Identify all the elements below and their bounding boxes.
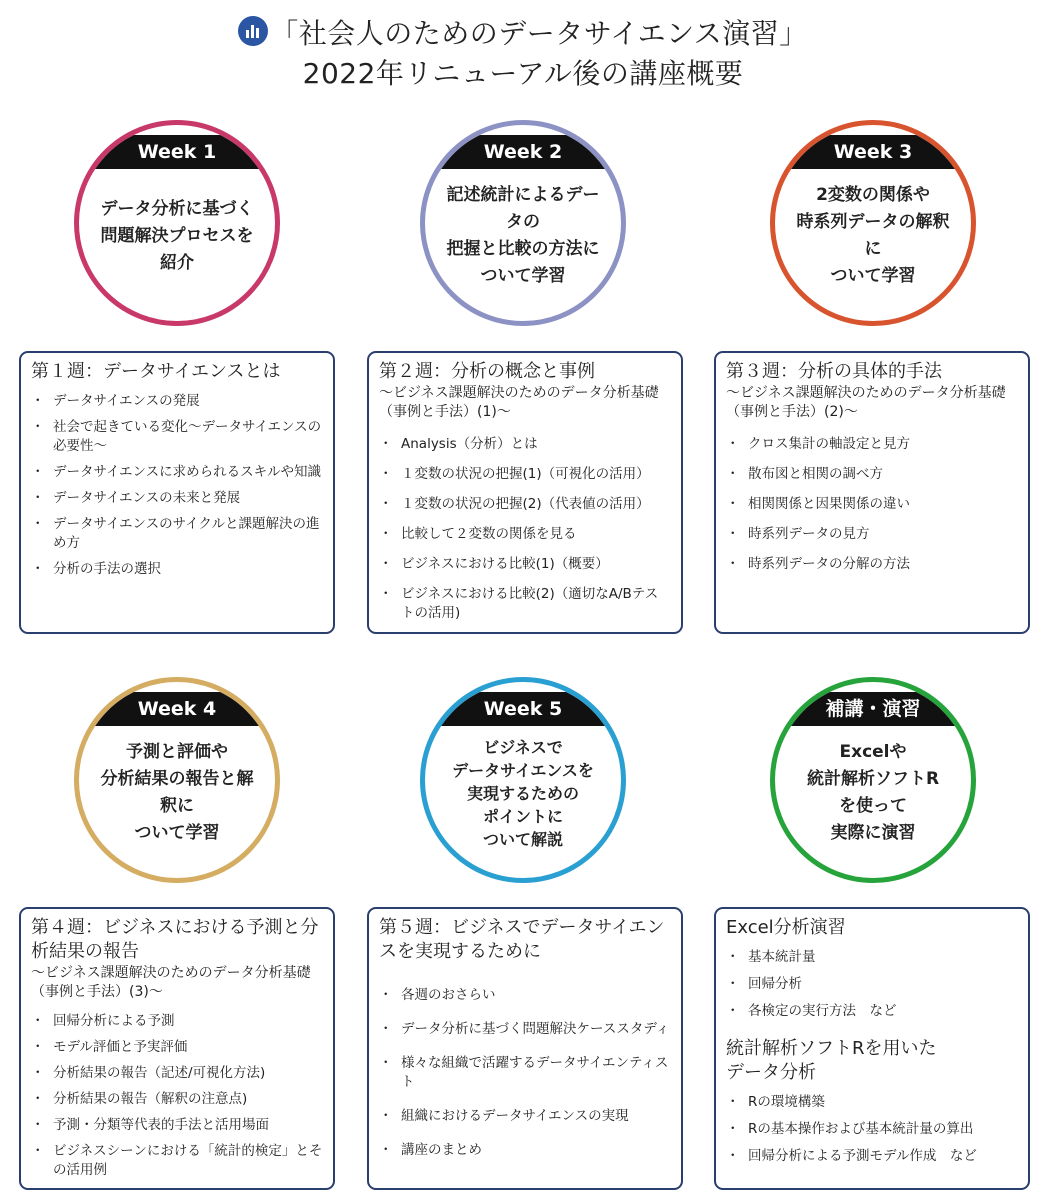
list-item: ・ 基本統計量: [726, 948, 1018, 967]
week-3-circle: [770, 120, 976, 326]
list-item: ・ １変数の状況の把握(2)（代表値の活用）: [379, 495, 671, 514]
list-item: ・ 時系列データの見方: [726, 525, 1018, 544]
week-1-label: Week 1: [79, 135, 275, 169]
list-item: ・ 様々な組織で活躍するデータサイエンティスト: [379, 1054, 671, 1092]
list-item: ・ 相関関係と因果関係の違い: [726, 495, 1018, 514]
week-5-label: Week 5: [425, 692, 621, 726]
week-3-heading: 第３週：分析の具体的手法: [726, 361, 942, 382]
list-item: ・ 分析結果の報告（解釈の注意点): [31, 1090, 323, 1109]
week-3-box: [714, 351, 1030, 634]
week-1-summary: データ分析に基づく 問題解決プロセスを紹介: [100, 198, 254, 273]
week-5-circle: [420, 677, 626, 883]
list-item: ・ クロス集計の軸設定と見方: [726, 435, 1018, 454]
list-item: ・ 講座のまとめ: [379, 1141, 671, 1160]
list-item: ・ １変数の状況の把握(1)（可視化の活用）: [379, 465, 671, 484]
list-item: ・ データサイエンスの発展: [31, 392, 323, 411]
list-item: ・ モデル評価と予実評価: [31, 1038, 323, 1057]
list-item: ・ 組織におけるデータサイエンスの実現: [379, 1107, 671, 1126]
week-2-label: Week 2: [425, 135, 621, 169]
week-4-heading: 第４週：ビジネスにおける予測と分析結果の報告: [31, 917, 319, 962]
list-item: ・ データ分析に基づく問題解決ケーススタディ: [379, 1020, 671, 1039]
week-4-label: Week 4: [79, 692, 275, 726]
bar-chart-icon: [238, 16, 268, 46]
week-5-box: [367, 907, 683, 1190]
week-1-circle: [74, 120, 280, 326]
list-item: ・ Analysis（分析）とは: [379, 435, 671, 454]
list-item: ・ 時系列データの分解の方法: [726, 555, 1018, 574]
week-3-summary: 2変数の関係や 時系列データの解釈に ついて学習: [796, 185, 950, 286]
list-item: ・ 回帰分析による予測モデル作成 など: [726, 1147, 1018, 1166]
list-item: ・ データサイエンスのサイクルと課題解決の進め方: [31, 515, 323, 553]
list-item: ・ データサイエンスに求められるスキルや知識: [31, 463, 323, 482]
supplement-label: 補講・演習: [775, 692, 971, 726]
supplement-summary: Excelや 統計解析ソフトR を使って 実際に演習: [806, 742, 940, 843]
list-item: ・ Rの基本操作および基本統計量の算出: [726, 1120, 1018, 1139]
list-item: ・ 分析結果の報告（記述/可視化方法): [31, 1064, 323, 1083]
week-5-summary: ビジネスで データサイエンスを 実現するための ポイントに ついて解説: [452, 737, 594, 849]
week-2-box: [367, 351, 683, 634]
week-4-box: [19, 907, 335, 1190]
week-4-summary: 予測と評価や 分析結果の報告と解釈に ついて学習: [100, 742, 254, 843]
page-title: [0, 14, 1046, 94]
week-3-label: Week 3: [775, 135, 971, 169]
list-item: ・ 回帰分析: [726, 975, 1018, 994]
week-5-heading: 第５週：ビジネスでデータサイエンスを実現するために: [379, 917, 665, 962]
title-line-1: 「社会人のためのデータサイエンス演習」: [270, 17, 808, 50]
list-item: ・ データサイエンスの未来と発展: [31, 489, 323, 508]
title-line-2: 2022年リニューアル後の講座概要: [302, 57, 744, 90]
excel-heading: Excel分析演習: [726, 917, 846, 938]
week-1-heading: 第１週：データサイエンスとは: [31, 361, 281, 382]
week-3-subtitle: 〜ビジネス課題解決のためのデータ分析基礎（事例と手法）(2)〜: [726, 385, 1006, 420]
week-2-subtitle: 〜ビジネス課題解決のためのデータ分析基礎（事例と手法）(1)〜: [379, 385, 659, 420]
list-item: ・ 各検定の実行方法 など: [726, 1002, 1018, 1021]
week-1-box: [19, 351, 335, 634]
week-4-subtitle: 〜ビジネス課題解決のためのデータ分析基礎（事例と手法）(3)〜: [31, 965, 311, 1000]
list-item: ・ ビジネスシーンにおける「統計的検定」とその活用例: [31, 1142, 323, 1180]
list-item: ・ 回帰分析による予測: [31, 1012, 323, 1031]
r-heading: 統計解析ソフトRを用いた データ分析: [726, 1038, 937, 1083]
list-item: ・ 比較して２変数の関係を見る: [379, 525, 671, 544]
list-item: ・ 予測・分類等代表的手法と活用場面: [31, 1116, 323, 1135]
list-item: ・ 散布図と相関の調べ方: [726, 465, 1018, 484]
list-item: ・ 社会で起きている変化〜データサイエンスの必要性〜: [31, 418, 323, 456]
supplement-box: [714, 907, 1030, 1190]
week-4-circle: [74, 677, 280, 883]
list-item: ・ ビジネスにおける比較(2)（適切なA/Bテストの活用): [379, 585, 671, 623]
week-2-circle: [420, 120, 626, 326]
list-item: ・ ビジネスにおける比較(1)（概要）: [379, 555, 671, 574]
list-item: ・ Rの環境構築: [726, 1093, 1018, 1112]
week-2-summary: 記述統計によるデータの 把握と比較の方法に ついて学習: [446, 185, 600, 286]
list-item: ・ 各週のおさらい: [379, 986, 671, 1005]
supplement-circle: [770, 677, 976, 883]
list-item: ・ 分析の手法の選択: [31, 560, 323, 579]
week-2-heading: 第２週：分析の概念と事例: [379, 361, 595, 382]
